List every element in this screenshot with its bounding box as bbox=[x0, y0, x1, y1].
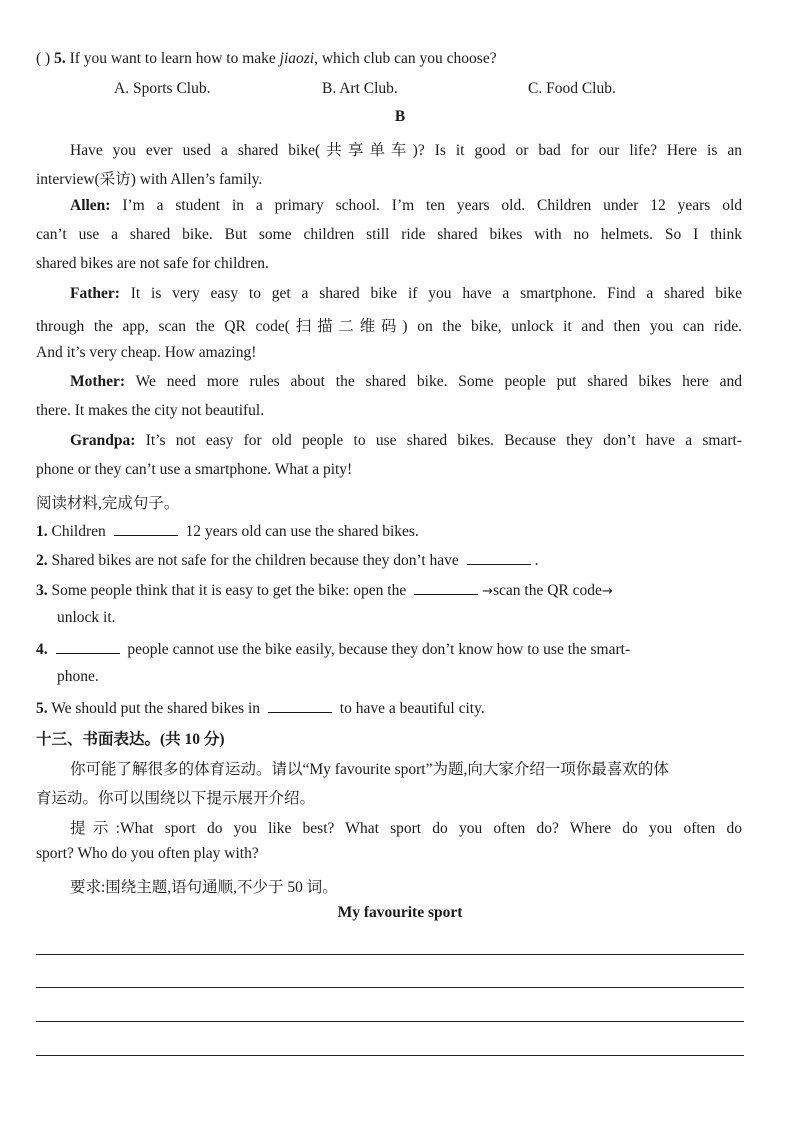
mother-line-2: there. It makes the city not beautiful. bbox=[36, 402, 265, 419]
writing-hint-2: sport? Who do you often play with? bbox=[36, 845, 259, 862]
answer-blank[interactable] bbox=[467, 550, 531, 565]
option-c: C. Food Club. bbox=[528, 80, 616, 97]
task-number: 4. bbox=[36, 641, 48, 658]
task-text: . bbox=[534, 552, 539, 569]
writing-hint-1 bbox=[70, 816, 742, 838]
task-item-4 bbox=[36, 639, 630, 659]
writing-line[interactable] bbox=[36, 987, 744, 988]
speaker-allen: Allen: bbox=[70, 197, 111, 214]
writing-line[interactable] bbox=[36, 954, 744, 955]
question-text: If you want to learn how to make bbox=[65, 50, 280, 67]
task-item-3 bbox=[36, 580, 613, 600]
question-italic-word: jiaozi bbox=[279, 50, 315, 67]
father-line-2: through the app, scan the QR code(扫描二维码) on the bike, unlock it and then you can ride. bbox=[36, 318, 742, 335]
question-text-after: , which club can you choose? bbox=[314, 50, 497, 67]
task-text: Shared bikes are not safe for the children because they don’t have bbox=[47, 552, 459, 569]
father-text: It is very easy to get a shared bike if you have a smartphone. Find a shared bike bbox=[119, 285, 742, 302]
speaker-mother: Mother: bbox=[70, 373, 126, 390]
writing-heading: 十三、书面表达。(共 10 分) bbox=[36, 731, 225, 748]
arrow-icon: → bbox=[601, 584, 613, 599]
task-text: Children bbox=[47, 523, 106, 540]
task-item-2 bbox=[36, 550, 539, 570]
answer-paren: ( ) bbox=[36, 50, 51, 67]
allen-line-2: can’t use a shared bike. But some children still ride shared bikes with no helmets. So I think bbox=[36, 226, 742, 243]
writing-prompt-2: 育运动。你可以围绕以下提示展开介绍。 bbox=[36, 790, 316, 807]
option-a: A. Sports Club. bbox=[114, 80, 211, 97]
grandpa-text: It’s not easy for old people to use shared bikes. Because they don’t have a smart- bbox=[135, 432, 742, 449]
speaker-father: Father: bbox=[70, 285, 120, 302]
task-item-1 bbox=[36, 521, 419, 541]
writing-requirement: 要求:围绕主题,语句通顺,不少于 50 词。 bbox=[70, 879, 338, 896]
arrow-icon: → bbox=[482, 584, 493, 599]
task-number: 5. bbox=[36, 700, 48, 717]
task-text: people cannot use the bike easily, because they don’t know how to use the smart- bbox=[127, 641, 631, 658]
writing-line[interactable] bbox=[36, 1021, 744, 1022]
allen-paragraph-1 bbox=[70, 197, 742, 215]
task-item-5 bbox=[36, 698, 485, 718]
task-item-3-cont: unlock it. bbox=[57, 609, 116, 626]
task-text: 12 years old can use the shared bikes. bbox=[185, 523, 419, 540]
task-text: Some people think that it is easy to get the bike: open the bbox=[47, 582, 407, 599]
task-number: 3. bbox=[36, 582, 48, 599]
task-item-4-cont: phone. bbox=[57, 668, 99, 685]
mother-text: We need more rules about the shared bike. Some people put shared bikes here and bbox=[125, 373, 742, 390]
grandpa-line-2: phone or they can’t use a smartphone. What a pity! bbox=[36, 461, 353, 478]
father-line-3: And it’s very cheap. How amazing! bbox=[36, 344, 257, 361]
father-paragraph-1 bbox=[70, 285, 742, 303]
answer-blank[interactable] bbox=[414, 580, 478, 595]
writing-prompt-1: 你可能了解很多的体育运动。请以“My favourite sport”为题,向大家介绍一项你最喜欢的体 bbox=[70, 761, 669, 778]
question-5 bbox=[36, 50, 497, 68]
answer-blank[interactable] bbox=[114, 521, 178, 536]
question-number: 5. bbox=[54, 50, 66, 67]
allen-line-3: shared bikes are not safe for children. bbox=[36, 255, 269, 272]
mother-paragraph-1 bbox=[70, 373, 742, 391]
task-text: scan the QR code bbox=[493, 582, 602, 599]
task-text: to have a beautiful city. bbox=[339, 700, 485, 717]
answer-blank[interactable] bbox=[56, 639, 120, 654]
intro-line-2: interview(采访) with Allen’s family. bbox=[36, 171, 263, 188]
task-text: We should put the shared bikes in bbox=[47, 700, 261, 717]
task-instruction: 阅读材料,完成句子。 bbox=[36, 495, 180, 512]
option-b: B. Art Club. bbox=[322, 80, 398, 97]
hint-text: What sport do you like best? What sport do you often do? Where do you often do bbox=[119, 820, 742, 837]
section-b-title: B bbox=[394, 108, 406, 125]
allen-text: I’m a student in a primary school. I’m ten years old. Children under 12 years old bbox=[110, 197, 742, 214]
speaker-grandpa: Grandpa: bbox=[70, 432, 136, 449]
essay-title: My favourite sport bbox=[337, 904, 463, 921]
hint-label: 提示: bbox=[70, 820, 120, 837]
grandpa-paragraph-1 bbox=[70, 432, 742, 450]
answer-blank[interactable] bbox=[268, 698, 332, 713]
writing-line[interactable] bbox=[36, 1055, 744, 1056]
task-number: 1. bbox=[36, 523, 48, 540]
task-number: 2. bbox=[36, 552, 48, 569]
intro-line-1: Have you ever used a shared bike(共享单车)? Is it good or bad for our life? Here is an bbox=[70, 142, 742, 159]
